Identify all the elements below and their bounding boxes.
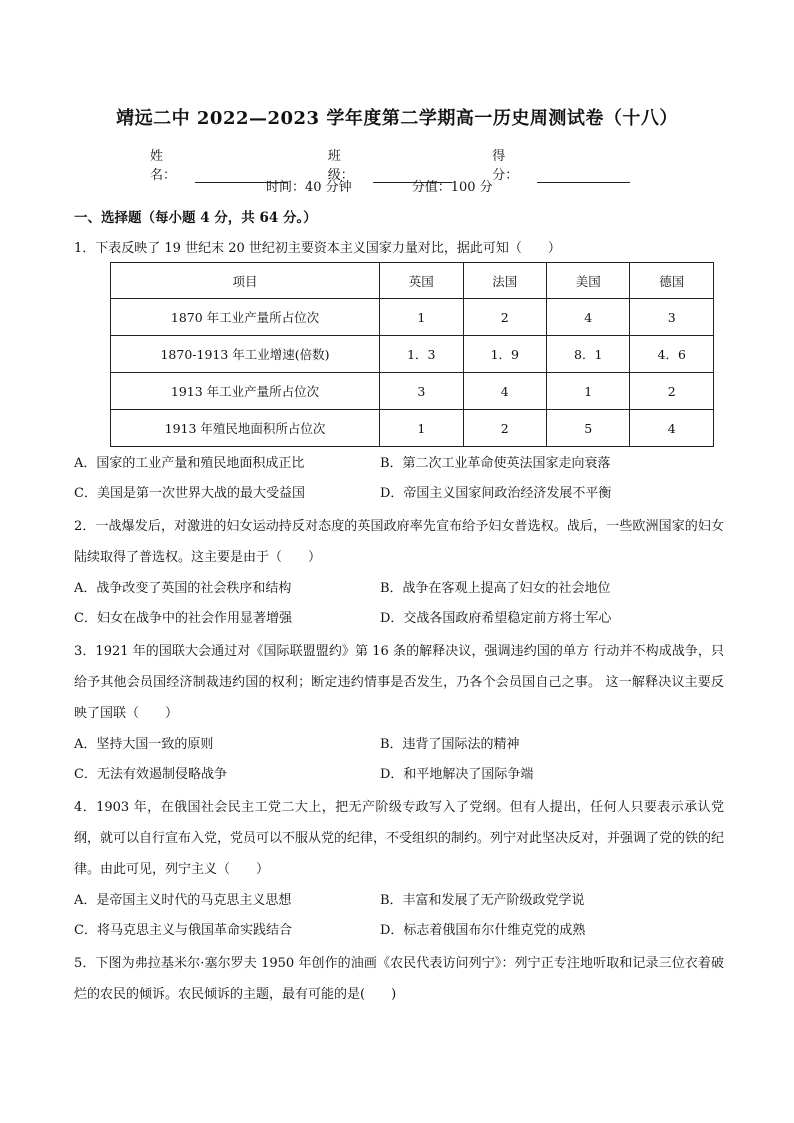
class-label: 班级： bbox=[327, 149, 354, 183]
option-d[interactable]: D．交战各国政府希望稳定前方将士军心 bbox=[380, 611, 612, 626]
question-1-stem: 1．下表反映了 19 世纪末 20 世纪初主要资本主义国家力量对比，据此可知（ ） bbox=[74, 241, 561, 256]
table-cell: 1 bbox=[380, 299, 463, 336]
option-b[interactable]: B．违背了国际法的精神 bbox=[380, 737, 520, 752]
table-cell: 2 bbox=[630, 373, 714, 410]
option-a[interactable]: A．国家的工业产量和殖民地面积成正比 bbox=[74, 456, 305, 471]
table-header-cell: 法国 bbox=[463, 263, 546, 299]
table-cell: 2 bbox=[463, 410, 546, 447]
table-cell: 3 bbox=[630, 299, 714, 336]
table-row bbox=[111, 299, 714, 336]
question-2-stem: 2．一战爆发后，对激进的妇女运动持反对态度的英国政府率先宣布给予妇女普选权。战后，一些欧洲国家的妇女陆续取得了普选权。这主要是由于（ ） bbox=[74, 519, 724, 565]
option-d[interactable]: D．标志着俄国布尔什维克党的成熟 bbox=[380, 923, 586, 938]
exam-points: 分值：100 分 bbox=[411, 180, 493, 195]
option-c[interactable]: C．妇女在战争中的社会作用显著增强 bbox=[74, 611, 292, 626]
option-b[interactable]: B．丰富和发展了无产阶级政党学说 bbox=[380, 893, 585, 908]
table-header-cell: 项目 bbox=[111, 263, 380, 299]
option-a[interactable]: A．战争改变了英国的社会秩序和结构 bbox=[74, 581, 292, 596]
table-cell: 4 bbox=[630, 410, 714, 447]
name-label: 姓名： bbox=[150, 149, 177, 183]
option-d[interactable]: D．帝国主义国家间政治经济发展不平衡 bbox=[380, 486, 612, 501]
table-cell: 1913 年殖民地面积所占位次 bbox=[111, 410, 380, 447]
score-label: 得分： bbox=[492, 149, 519, 183]
table-cell: 2 bbox=[463, 299, 546, 336]
table-cell: 1．9 bbox=[463, 336, 546, 373]
question-4-stem: 4．1903 年，在俄国社会民主工党二大上，把无产阶级专政写入了党纲。但有人提出，任何人只要表示承认党纲，就可以自行宣布入党，党员可以不服从党的纪律，不受组织的制约。列宁对此坚决反对，并强调了党的铁的纪律。由此可见，列宁主义（ ） bbox=[74, 800, 725, 877]
question-2-options bbox=[74, 574, 724, 634]
exam-time: 时间：40 分钟 bbox=[266, 180, 352, 195]
table-cell: 3 bbox=[380, 373, 463, 410]
option-a[interactable]: A．坚持大国一致的原则 bbox=[74, 737, 214, 752]
table-cell: 5 bbox=[547, 410, 630, 447]
power-comparison-table bbox=[110, 262, 714, 447]
table-header-row bbox=[111, 263, 714, 299]
table-cell: 4．6 bbox=[630, 336, 714, 373]
table-cell: 8．1 bbox=[547, 336, 630, 373]
table-cell: 4 bbox=[547, 299, 630, 336]
question-4-options bbox=[74, 886, 724, 946]
table-header-cell: 德国 bbox=[630, 263, 714, 299]
table-row bbox=[111, 336, 714, 373]
question-3-options bbox=[74, 730, 724, 790]
table-cell: 1 bbox=[547, 373, 630, 410]
table-row bbox=[111, 410, 714, 447]
table-cell: 1．3 bbox=[380, 336, 463, 373]
table-cell: 1 bbox=[380, 410, 463, 447]
exam-meta-row bbox=[266, 176, 553, 195]
table-row bbox=[111, 373, 714, 410]
option-a[interactable]: A．是帝国主义时代的马克思主义思想 bbox=[74, 893, 292, 908]
option-c[interactable]: C．将马克思主义与俄国革命实践结合 bbox=[74, 923, 292, 938]
option-c[interactable]: C．美国是第一次世界大战的最大受益国 bbox=[74, 486, 305, 501]
table-cell: 4 bbox=[463, 373, 546, 410]
question-3-stem: 3．1921 年的国联大会通过对《国际联盟盟约》第 16 条的解释决议，强调违约国的单方 行动并不构成战争，只给予其他会员国经济制裁违约国的权利；断定违约情事是否发生，乃各个会员国自己之事。 这一解释决议主要反映了国联（ ） bbox=[74, 644, 724, 721]
table-header-cell: 美国 bbox=[547, 263, 630, 299]
table-cell: 1870 年工业产量所占位次 bbox=[111, 299, 380, 336]
option-c[interactable]: C．无法有效遏制侵略战争 bbox=[74, 767, 227, 782]
option-b[interactable]: B．战争在客观上提高了妇女的社会地位 bbox=[380, 581, 611, 596]
table-cell: 1870-1913 年工业增速(倍数) bbox=[111, 336, 380, 373]
section-heading: 一、选择题（每小题 4 分，共 64 分。） bbox=[74, 210, 317, 226]
option-b[interactable]: B．第二次工业革命使英法国家走向衰落 bbox=[380, 456, 611, 471]
table-cell: 1913 年工业产量所占位次 bbox=[111, 373, 380, 410]
question-1-options bbox=[74, 449, 724, 509]
table-header-cell: 英国 bbox=[380, 263, 463, 299]
exam-title: 靖远二中 2022—2023 学年度第二学期高一历史周测试卷（十八） bbox=[116, 108, 678, 129]
question-5-stem: 5．下图为弗拉基米尔·塞尔罗夫 1950 年创作的油画《农民代表访问列宁》：列宁正专注地听取和记录三位衣着破烂的农民的倾诉。农民倾诉的主题，最有可能的是( ) bbox=[74, 956, 724, 1002]
option-d[interactable]: D．和平地解决了国际争端 bbox=[380, 767, 534, 782]
